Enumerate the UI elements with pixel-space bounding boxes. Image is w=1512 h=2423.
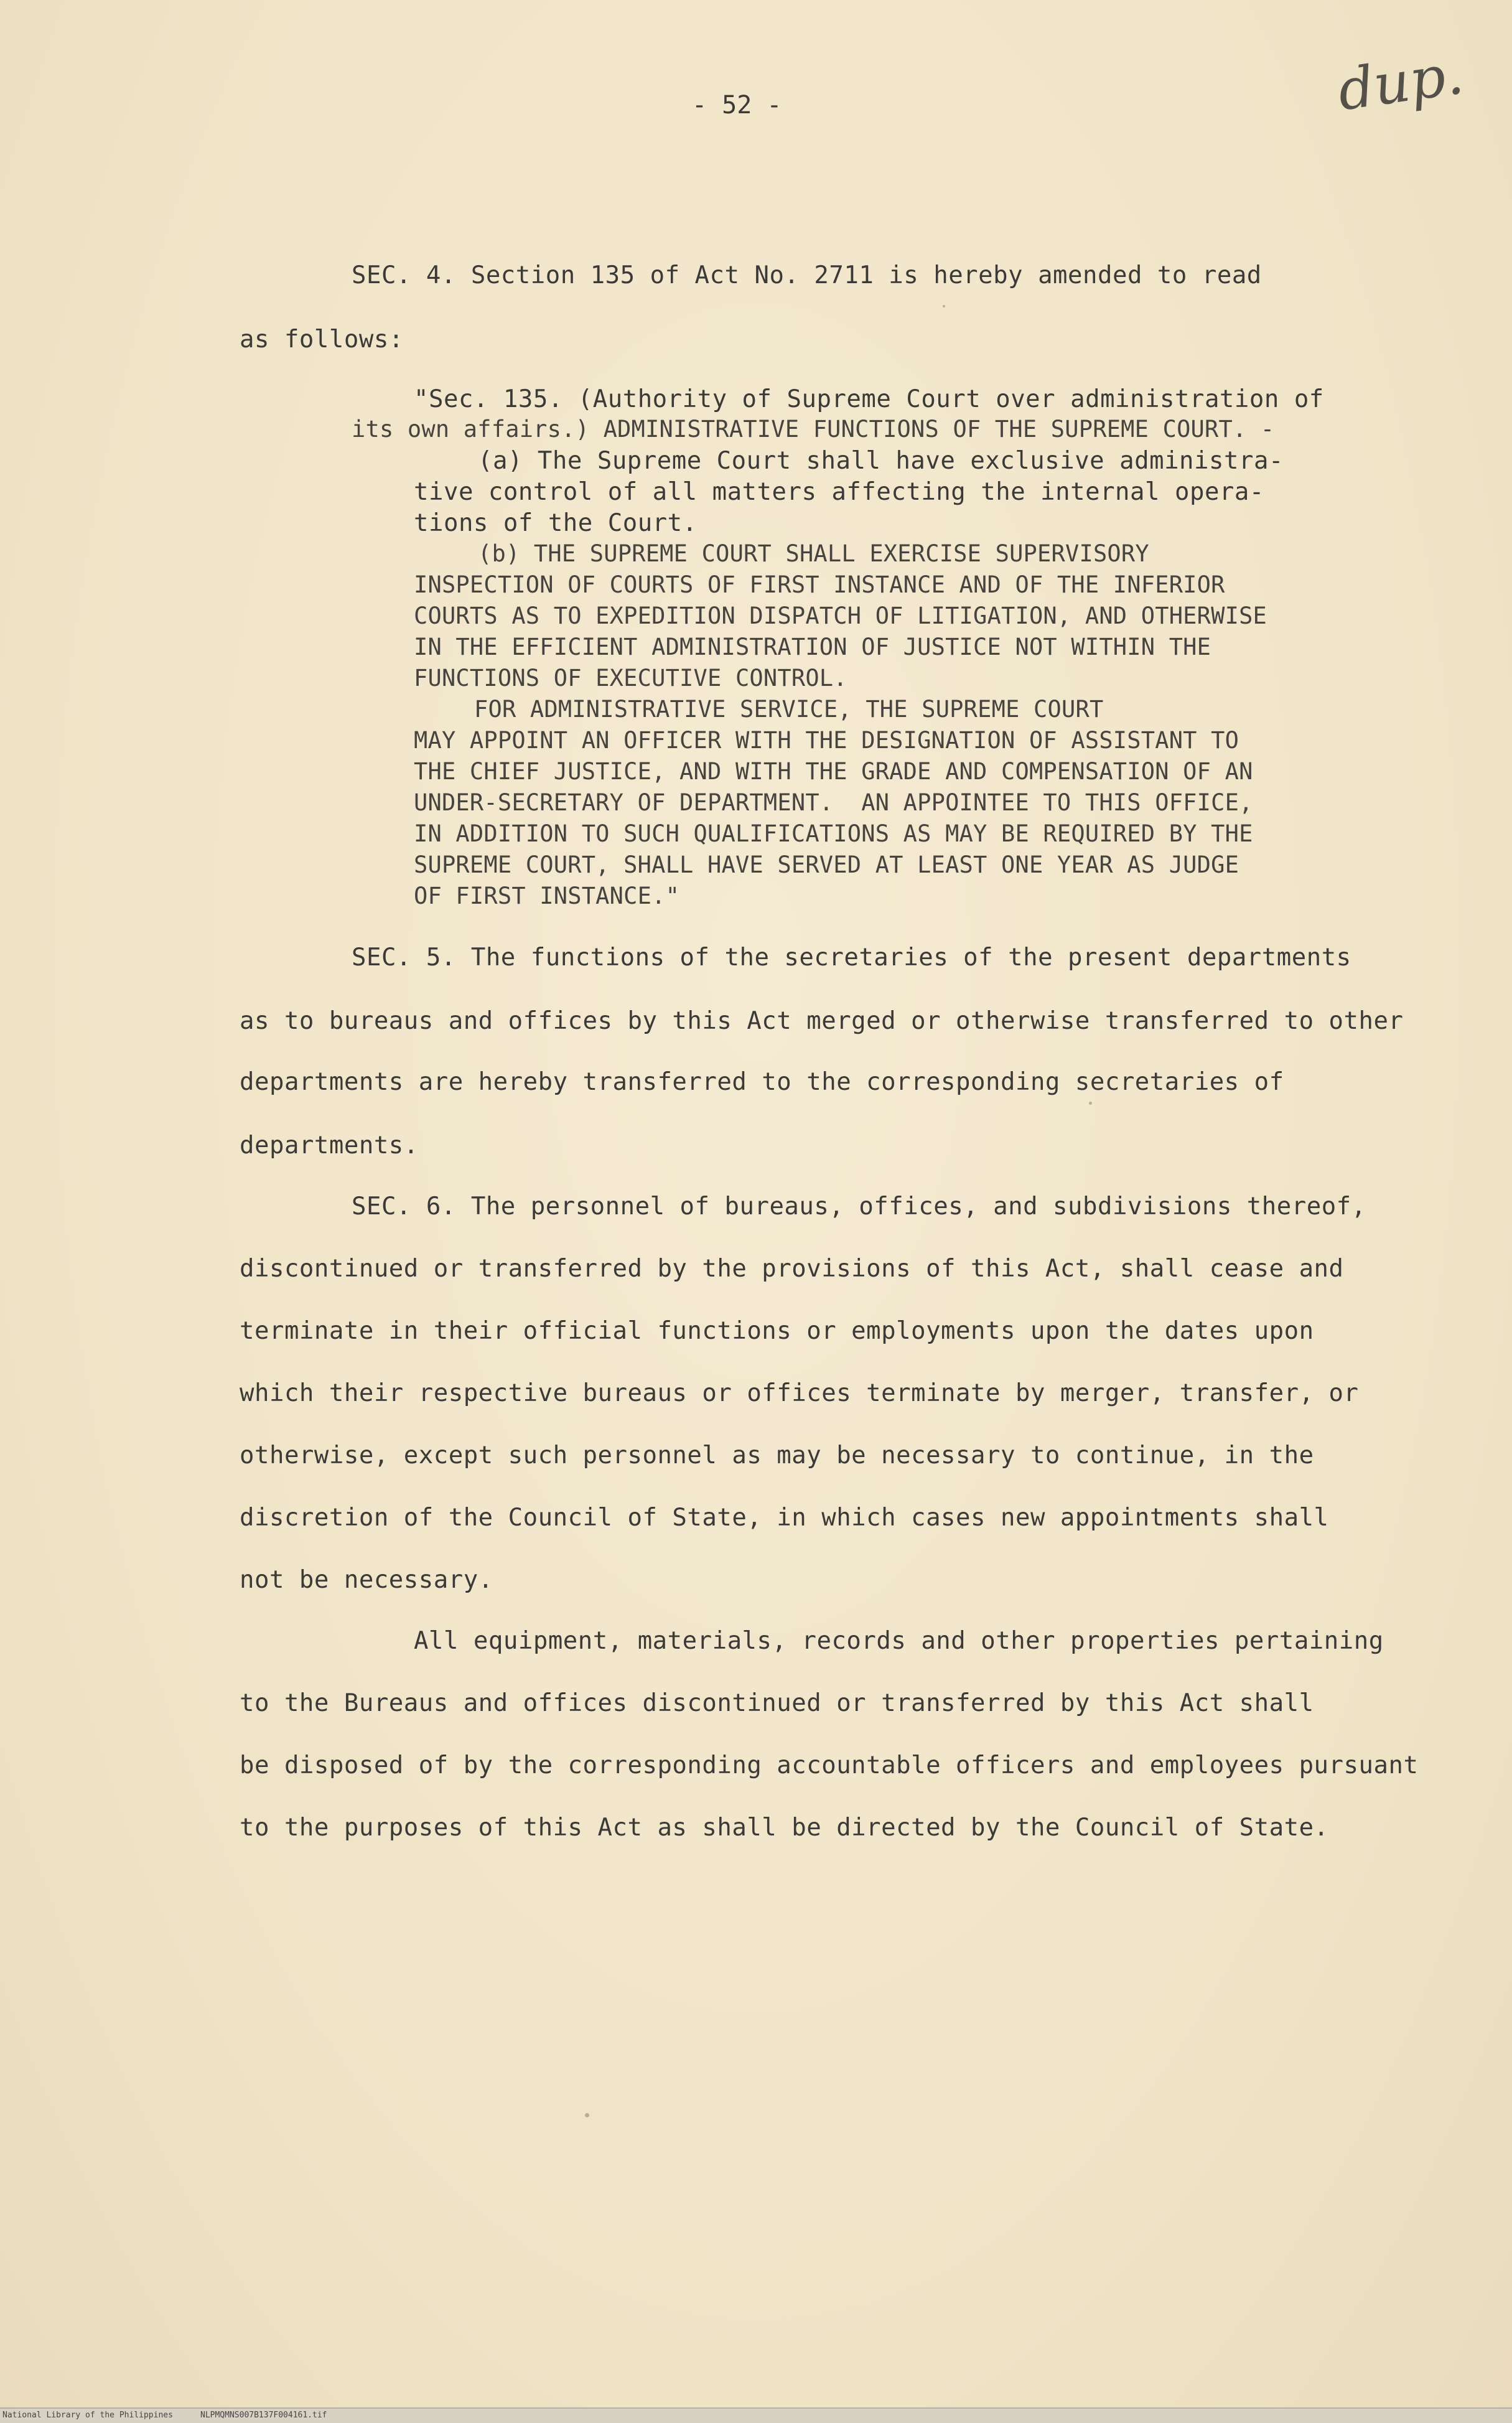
equipment-line: All equipment, materials, records and other properties pertaining <box>414 1627 1384 1655</box>
paper-speck <box>1089 1102 1092 1105</box>
sec6-line: SEC. 6. The personnel of bureaus, offices, and subdivisions thereof, <box>352 1193 1366 1221</box>
quoted-line: SUPREME COURT, SHALL HAVE SERVED AT LEAST ONE YEAR AS JUDGE <box>414 851 1239 878</box>
quoted-line: "Sec. 135. (Authority of Supreme Court over administration of <box>414 385 1324 413</box>
paper-speck <box>943 305 945 307</box>
handwritten-annotation: dup. <box>1333 41 1468 124</box>
footer-filename: NLPMQMNS007B137F004161.tif <box>200 2411 327 2420</box>
sec4-line-1: SEC. 4. Section 135 of Act No. 2711 is hereby amended to read <box>352 261 1262 289</box>
sec6-line: discretion of the Council of State, in which cases new appointments shall <box>240 1504 1329 1532</box>
quoted-line: UNDER-SECRETARY OF DEPARTMENT. AN APPOINTEE TO THIS OFFICE, <box>414 789 1253 816</box>
footer-library: National Library of the Philippines <box>2 2411 173 2420</box>
sec6-line: otherwise, except such personnel as may be necessary to continue, in the <box>240 1441 1314 1469</box>
equipment-line: be disposed of by the corresponding accountable officers and employees pursuant <box>240 1751 1419 1779</box>
sec6-line: not be necessary. <box>240 1566 493 1594</box>
quoted-line: (b) THE SUPREME COURT SHALL EXERCISE SUPERVISORY <box>478 540 1149 567</box>
sec4-line-2: as follows: <box>240 326 404 354</box>
sec6-line: which their respective bureaus or offices terminate by merger, transfer, or <box>240 1379 1359 1407</box>
quoted-line: THE CHIEF JUSTICE, AND WITH THE GRADE AND COMPENSATION OF AN <box>414 758 1253 785</box>
archive-footer <box>0 2407 1512 2423</box>
quoted-line: tive control of all matters affecting the internal opera- <box>414 478 1264 506</box>
quoted-line: (a) The Supreme Court shall have exclusive administra- <box>478 447 1284 475</box>
sec6-line: terminate in their official functions or employments upon the dates upon <box>240 1317 1314 1345</box>
paper-speck <box>585 2113 589 2117</box>
page-number: - 52 - <box>692 91 782 120</box>
equipment-line: to the purposes of this Act as shall be directed by the Council of State. <box>240 1814 1329 1842</box>
quoted-line: its own affairs.) ADMINISTRATIVE FUNCTIONS OF THE SUPREME COURT. - <box>352 416 1275 443</box>
quoted-line: COURTS AS TO EXPEDITION DISPATCH OF LITIGATION, AND OTHERWISE <box>414 602 1267 629</box>
quoted-line: INSPECTION OF COURTS OF FIRST INSTANCE AND OF THE INFERIOR <box>414 571 1225 598</box>
quoted-line: tions of the Court. <box>414 509 698 537</box>
sec6-line: discontinued or transferred by the provisions of this Act, shall cease and <box>240 1255 1344 1283</box>
sec5-line: departments are hereby transferred to the corresponding secretaries of <box>240 1068 1284 1096</box>
quoted-line: MAY APPOINT AN OFFICER WITH THE DESIGNATION OF ASSISTANT TO <box>414 727 1239 754</box>
quoted-line: FUNCTIONS OF EXECUTIVE CONTROL. <box>414 665 847 691</box>
sec5-line: SEC. 5. The functions of the secretaries of the present departments <box>352 944 1351 972</box>
quoted-line: FOR ADMINISTRATIVE SERVICE, THE SUPREME COURT <box>474 696 1104 723</box>
quoted-line: OF FIRST INSTANCE." <box>414 883 680 909</box>
equipment-line: to the Bureaus and offices discontinued or transferred by this Act shall <box>240 1689 1314 1717</box>
sec5-line: as to bureaus and offices by this Act merged or otherwise transferred to other <box>240 1007 1404 1035</box>
sec5-line: departments. <box>240 1132 419 1160</box>
quoted-line: IN ADDITION TO SUCH QUALIFICATIONS AS MAY BE REQUIRED BY THE <box>414 820 1253 847</box>
quoted-line: IN THE EFFICIENT ADMINISTRATION OF JUSTICE NOT WITHIN THE <box>414 634 1211 660</box>
